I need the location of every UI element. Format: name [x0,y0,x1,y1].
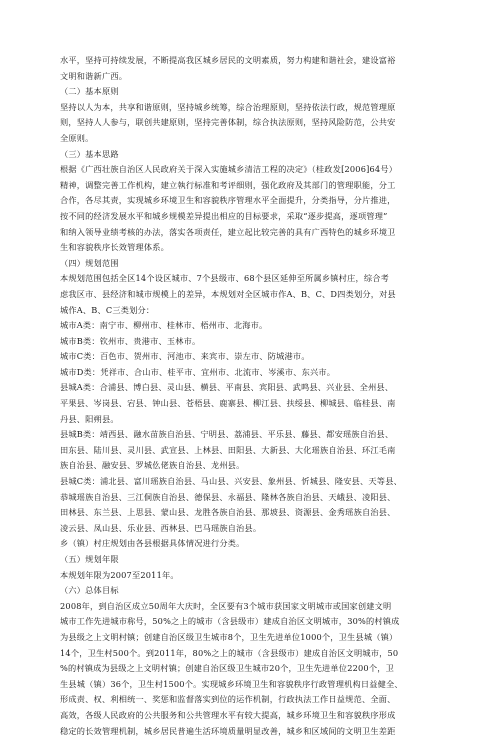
paragraph-line: 精神，调整完善工作机构，建立執行标准和考评细则，强化政府及其部门的管理职能，分工 [60,179,396,190]
paragraph-line: 为县级之上文明村镇；创建自治区级卫生城市8个，卫生先进单位1000个，卫生县城（镇） [60,631,398,642]
paragraph-line: 水平，坚持可持续发展，不断提高我区城乡居民的文明素质，努力构建和谐社会，建设富裕 [60,55,396,65]
list-item: 县城C类：浦北县、富川瑶族自治县、马山县、兴安县、象州县、忻城县、隆安县、天等县、 [60,476,402,487]
paragraph-line: 虑我区市、县经济和城市规模上的差异，本规划对全区城市作A、B、C、D四类划分，对县 [60,288,396,299]
paragraph-line: 城市工作先进城市称号，50%之上的城市（含县级市）建成自治区文明城市，30%的村镇成 [60,616,400,627]
paragraph-line: 14个，卫生村500个。到2011年，80%之上的城市（含县级市）建成自治区文明城市，50 [60,647,399,658]
list-item: 族自治县、融安县、罗城仫佬族自治县、龙州县。 [60,460,245,471]
paragraph-line: %的村镇成为县级之上文明村镇；创建自治区级卫生城市20个，卫生先进单位2200个，卫 [60,663,394,674]
paragraph-line: 本规划范围包括全区14个设区城市、7个县级市、68个县区延伸至所属乡镇村庄，综合考 [60,273,389,284]
list-item: 丹县、阳朔县。 [60,413,119,424]
paragraph-line: 高效，各级人民政府的公共服务和公共管理水平有较大提高，城乡环境卫生和容貌秩序形成 [60,709,396,720]
list-item: 田林县、东兰县、上思县、蒙山县、龙胜各族自治县、那坡县、资源县、金秀瑶族自治县、 [60,507,396,518]
paragraph-line: 按不同的经济发展水平和城乡规模差异提出相应的目标要求，采取“逐步提高，逐项管理” [60,210,388,221]
paragraph-line: 稳定的长效管理机制，城乡居民普遍生活环境质量明显改善，城乡和区域间的文明卫生差距 [60,725,396,736]
paragraph-line: 本规划年限为2007至2011年。 [60,569,179,580]
paragraph-line: 形成责、权、利相统一、奖惩和监督落实到位的运作机制，行政执法工作日益规范、全面、 [60,694,396,705]
document-body [60,53,440,739]
list-item: 城市A类：南宁市、柳州市、桂林市、梧州市、北海市。 [60,320,268,331]
list-item: 城市C类：百色市、贺州市、河池市、来宾市、崇左市、防城港市。 [60,351,310,362]
paragraph-line: 生和容貌秩序长效管理体系。 [60,242,170,253]
section-heading: （六）总体目标 [60,585,119,596]
paragraph-line: 2008年，到自治区成立50周年大庆时，全区要有3个城市获国家文明城市或国家创建文明 [60,600,392,611]
section-heading: （四）规划范围 [60,257,119,268]
list-item: 田东县、陆川县、灵川县、武宣县、上林县、田阳县、大新县、大化瑶族自治县、环江毛南 [60,444,396,455]
list-item: 平果县、岑岗县、宕县、钟山县、苍梧县、鹿寨县、柳江县、扶绥县、柳城县、临桂县、南 [60,398,396,409]
section-heading: （二）基本原则 [60,86,119,97]
paragraph-line: 合作，各尽其责，实现城乡环境卫生和容貌秩序管理水平全面提升，分类指导，分片推进， [60,195,396,206]
paragraph-line: 乡（镇）村庄规划由各县根据具体情况进行分类。 [60,538,245,549]
paragraph-line: 文明和谐新广西。 [60,70,128,81]
list-item: 凌云县、凤山县、乐业县、西林县、巴马瑶族自治县。 [60,522,262,533]
paragraph-line: 和纳入领导业绩考核的办法，落实各项责任，建立起比较完善的具有广西特色的城乡环境卫 [60,226,396,237]
section-heading: （三）基本思路 [60,148,119,159]
paragraph-line: 生县城（镇）36个，卫生村1500个。实现城乡环境卫生和容貌秩序行政管理机构日益健全、 [60,678,403,689]
paragraph-line: 全原则。 [60,132,94,143]
paragraph-line: 城作A、B、C三类划分： [60,304,155,315]
section-heading: （五）规划年限 [60,554,119,564]
list-item: 城市B类：钦州市、贵港市、玉林市。 [60,335,201,346]
paragraph-line: 则，坚持人人参与，联创共建原则，坚持完善体制，综合执法原则，坚持风险防范，公共安 [60,117,396,128]
paragraph-line: 根据《广西壮族自治区人民政府关于深入实施城乡清洁工程的决定》（桂政发[2006]64号） [60,164,398,175]
list-item: 恭城瑶族自治县、三江侗族自治县、德保县、永福县、隆林各族自治县、天峨县、凌阳县、 [60,491,396,502]
paragraph-line: 坚持以人为本，共享和谐原则，坚持城乡统筹，综合治理原则，坚持依法行政，规范管理原 [60,101,396,112]
list-item: 县城A类：合浦县、博白县、灵山县、横县、平南县、宾阳县、武鸣县、兴业县、全州县、 [60,382,394,393]
list-item: 城市D类：凭祥市、合山市、桂平市、宜州市、北流市、岑溪市、东兴市。 [60,366,336,377]
list-item: 县城B类：靖西县、融水苗族自治县、宁明县、荔浦县、平乐县、藤县、都安瑶族自治县、 [60,429,394,440]
